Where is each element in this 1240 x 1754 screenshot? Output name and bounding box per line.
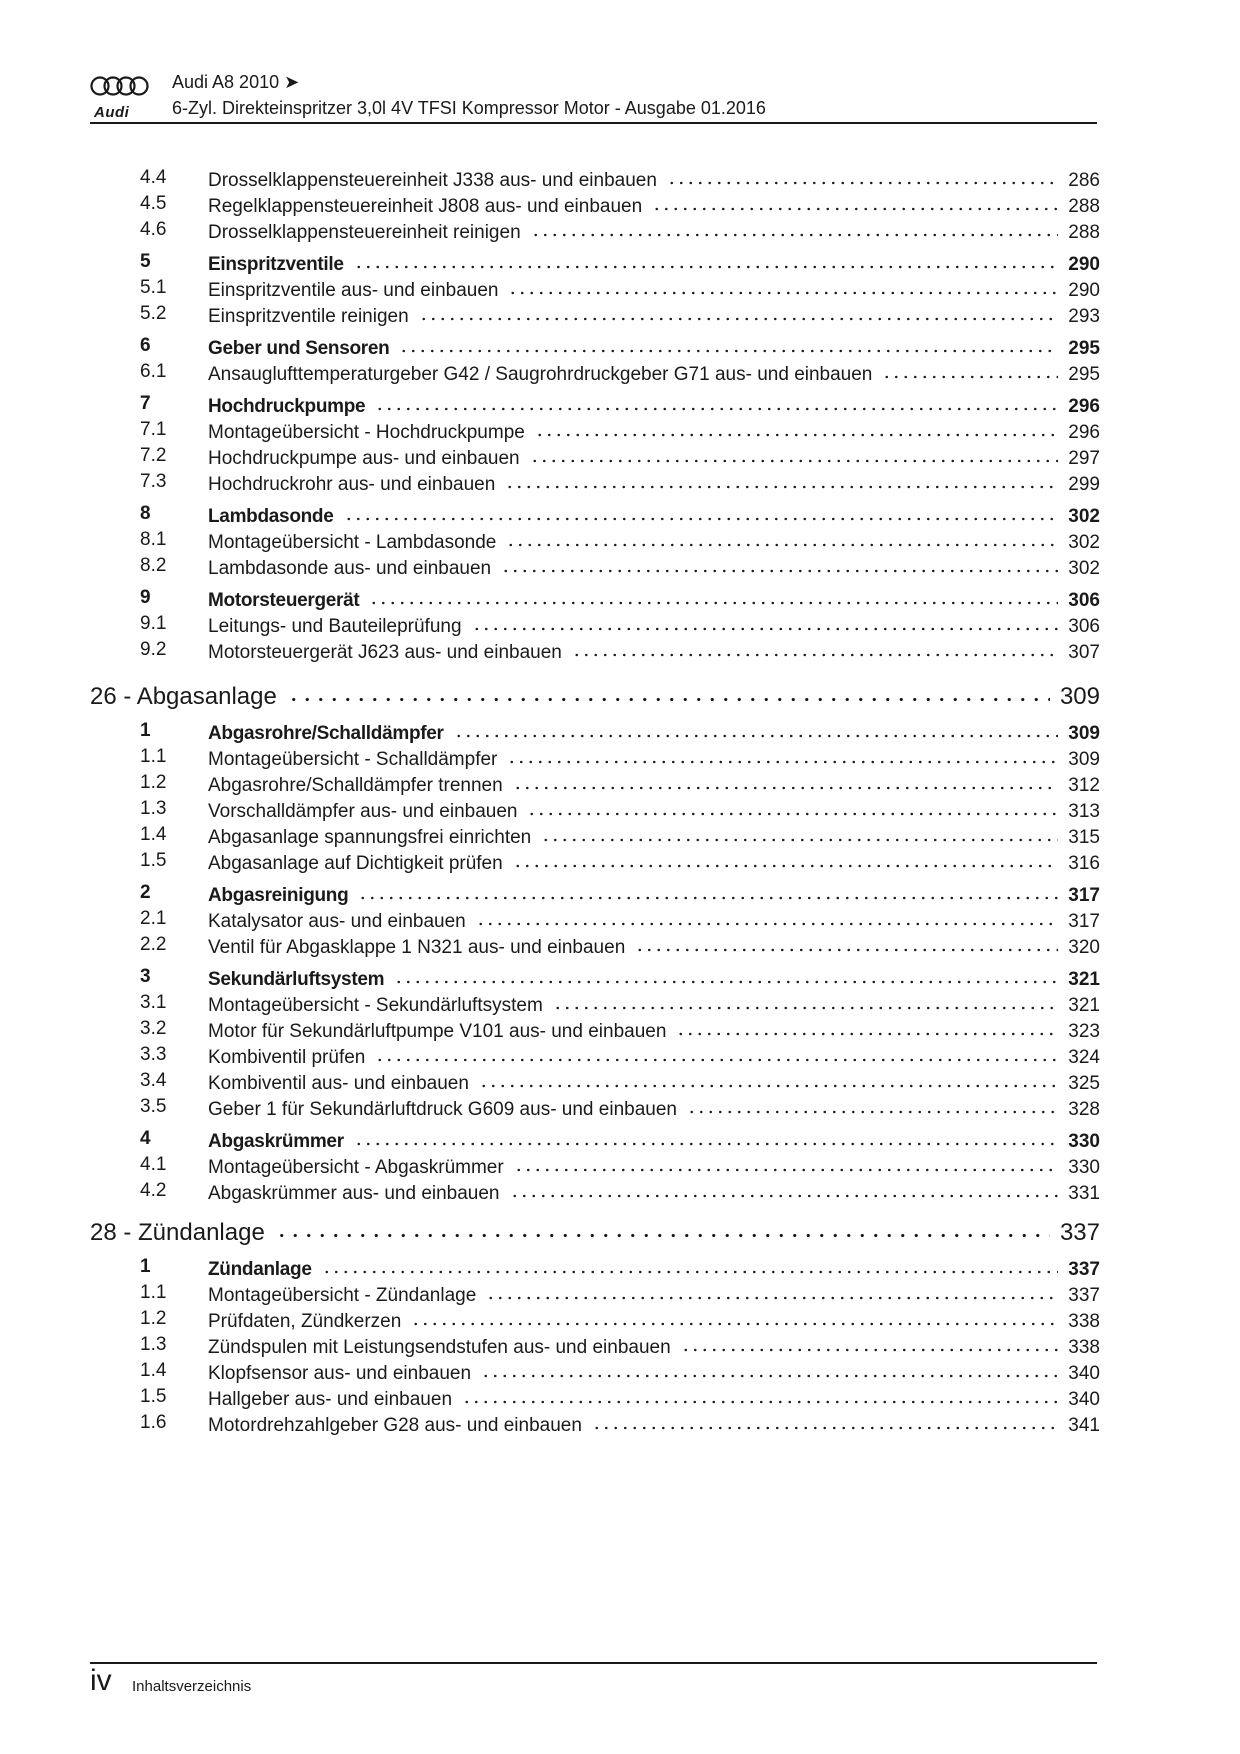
toc-entry-row[interactable] — [0, 167, 1240, 193]
toc-section-row[interactable] — [0, 882, 1240, 908]
toc-page-number: 330 — [1068, 1131, 1100, 1152]
toc-label: Katalysator aus- und einbauen — [208, 911, 466, 932]
toc-page-number: 317 — [1068, 911, 1100, 932]
toc-label: Einspritzventile aus- und einbauen — [208, 280, 499, 301]
toc-leader-dots — [508, 277, 1058, 296]
toc-label: Geber 1 für Sekundärluftdruck G609 aus- und einbauen — [208, 1099, 677, 1120]
toc-number: 8.2 — [140, 555, 167, 576]
logo-text: Audi — [94, 104, 130, 121]
toc-entry-row[interactable] — [0, 529, 1240, 555]
toc-entry-row[interactable] — [0, 613, 1240, 639]
toc-page-number: 328 — [1068, 1099, 1100, 1120]
toc-label: Motorsteuergerät — [208, 590, 360, 611]
toc-number: 4 — [140, 1128, 151, 1149]
toc-label: Motor für Sekundärluftpumpe V101 aus- und einbauen — [208, 1021, 667, 1042]
toc-entry-row[interactable] — [0, 303, 1240, 329]
toc-label: Leitungs- und Bauteileprüfung — [208, 616, 462, 637]
header-subtitle: 6-Zyl. Direkteinspritzer 3,0l 4V TFSI Kompressor Motor - Ausgabe 01.2016 — [172, 98, 766, 118]
toc-page-number: 288 — [1068, 222, 1100, 243]
toc-page-number: 295 — [1068, 364, 1100, 385]
toc-label: Montageübersicht - Schalldämpfer — [208, 749, 498, 770]
toc-number: 4.4 — [140, 167, 167, 188]
toc-number: 1 — [140, 1256, 151, 1277]
toc-page-number: 309 — [1068, 749, 1100, 770]
toc-page-number: 309 — [1059, 683, 1100, 710]
toc-label: Kombiventil aus- und einbauen — [208, 1073, 469, 1094]
toc-number: 4.1 — [140, 1154, 167, 1175]
toc-label: Sekundärluftsystem — [208, 969, 385, 990]
toc-entry-row[interactable] — [0, 219, 1240, 245]
toc-section-row[interactable] — [0, 393, 1240, 419]
toc-chapter-row[interactable] — [0, 1216, 1240, 1246]
toc-label: Klopfsensor aus- und einbauen — [208, 1363, 472, 1384]
toc-label: Abgasanlage auf Dichtigkeit prüfen — [208, 853, 503, 874]
toc-number: 3 — [140, 966, 151, 987]
toc-label: Abgasanlage spannungsfrei einrichten — [208, 827, 532, 848]
toc-entry-row[interactable] — [0, 1018, 1240, 1044]
toc-number: 1.3 — [140, 798, 167, 819]
toc-leader-dots — [375, 1044, 1058, 1063]
toc-leader-dots — [486, 1282, 1058, 1301]
toc-page-number: 297 — [1068, 448, 1100, 469]
toc-label: Hallgeber aus- und einbauen — [208, 1389, 453, 1410]
footer-divider — [90, 1662, 1097, 1664]
toc-page-number: 324 — [1068, 1047, 1100, 1068]
toc-number: 2.1 — [140, 908, 167, 929]
toc-page-number: 307 — [1068, 642, 1100, 663]
toc-entry-row[interactable] — [0, 1308, 1240, 1334]
toc-entry-row[interactable] — [0, 1180, 1240, 1206]
toc-number: 2.2 — [140, 934, 167, 955]
toc-number: 1.2 — [140, 772, 167, 793]
page-header — [90, 70, 1097, 126]
toc-leader-dots — [541, 824, 1058, 843]
toc-entry-row[interactable] — [0, 1360, 1240, 1386]
toc-label: Montageübersicht - Abgaskrümmer — [208, 1157, 504, 1178]
toc-section-row[interactable] — [0, 251, 1240, 277]
toc-leader-dots — [501, 555, 1058, 574]
toc-page-number: 316 — [1068, 853, 1100, 874]
toc-leader-dots — [507, 746, 1058, 765]
toc-page-number: 325 — [1068, 1073, 1100, 1094]
toc-number: 1.2 — [140, 1308, 167, 1329]
toc-label: Lambdasonde — [208, 506, 334, 527]
toc-leader-dots — [513, 850, 1059, 869]
toc-entry-row[interactable] — [0, 361, 1240, 387]
toc-leader-dots — [472, 613, 1059, 632]
toc-leader-dots — [667, 167, 1058, 186]
toc-entry-row[interactable] — [0, 1070, 1240, 1096]
toc-entry-row[interactable] — [0, 1282, 1240, 1308]
toc-leader-dots — [287, 680, 1050, 704]
toc-leader-dots — [527, 798, 1058, 817]
toc-page-number: 338 — [1068, 1311, 1100, 1332]
toc-page-number: 306 — [1068, 616, 1100, 637]
toc-leader-dots — [572, 639, 1058, 658]
toc-leader-dots — [635, 934, 1058, 953]
toc-section-row[interactable] — [0, 335, 1240, 361]
toc-leader-dots — [510, 1180, 1059, 1199]
toc-label: Ventil für Abgasklappe 1 N321 aus- und einbauen — [208, 937, 626, 958]
toc-leader-dots — [454, 720, 1059, 739]
toc-page-number: 340 — [1068, 1389, 1100, 1410]
toc-page-number: 296 — [1068, 422, 1100, 443]
toc-label: Drosselklappensteuereinheit J338 aus- und einbauen — [208, 170, 657, 191]
toc-entry-row[interactable] — [0, 798, 1240, 824]
header-divider — [90, 122, 1097, 124]
toc-leader-dots — [530, 445, 1059, 464]
toc-label: Geber und Sensoren — [208, 338, 390, 359]
toc-number: 2 — [140, 882, 151, 903]
toc-leader-dots — [476, 908, 1059, 927]
toc-label: Einspritzventile — [208, 254, 344, 275]
toc-page-number: 306 — [1068, 590, 1100, 611]
toc-label: Zündanlage — [208, 1259, 312, 1280]
toc-label: Montageübersicht - Zündanlage — [208, 1285, 477, 1306]
toc-leader-dots — [676, 1018, 1058, 1037]
toc-leader-dots — [882, 361, 1058, 380]
toc-leader-dots — [419, 303, 1059, 322]
toc-entry-row[interactable] — [0, 193, 1240, 219]
toc-label: Motordrehzahlgeber G28 aus- und einbauen — [208, 1415, 582, 1436]
toc-number: 4.2 — [140, 1180, 167, 1201]
toc-page-number: 321 — [1068, 969, 1100, 990]
toc-entry-row[interactable] — [0, 419, 1240, 445]
toc-page-number: 288 — [1068, 196, 1100, 217]
toc-label: Vorschalldämpfer aus- und einbauen — [208, 801, 518, 822]
toc-leader-dots — [462, 1386, 1058, 1405]
toc-entry-row[interactable] — [0, 1096, 1240, 1122]
toc-entry-row[interactable] — [0, 1386, 1240, 1412]
toc-leader-dots — [358, 882, 1058, 901]
toc-entry-row[interactable] — [0, 772, 1240, 798]
toc-entry-row[interactable] — [0, 824, 1240, 850]
toc-page-number: 315 — [1068, 827, 1100, 848]
audi-logo — [90, 72, 150, 120]
toc-leader-dots — [481, 1360, 1058, 1379]
toc-section-row[interactable] — [0, 503, 1240, 529]
toc-page-number: 337 — [1059, 1219, 1100, 1246]
toc-number: 9 — [140, 587, 151, 608]
toc-number: 1.6 — [140, 1412, 167, 1433]
toc-label: Zündspulen mit Leistungsendstufen aus- und einbauen — [208, 1337, 671, 1358]
toc-page-number: 290 — [1068, 280, 1100, 301]
toc-entry-row[interactable] — [0, 445, 1240, 471]
audi-rings-icon — [90, 72, 150, 102]
toc-page-number: 302 — [1068, 532, 1100, 553]
toc-label: Einspritzventile reinigen — [208, 306, 409, 327]
toc-label: Drosselklappensteuereinheit reinigen — [208, 222, 521, 243]
toc-section-row[interactable] — [0, 587, 1240, 613]
toc-number: 9.2 — [140, 639, 167, 660]
toc-page-number: 338 — [1068, 1337, 1100, 1358]
toc-page-number: 302 — [1068, 506, 1100, 527]
toc-number: 3.1 — [140, 992, 167, 1013]
toc-entry-row[interactable] — [0, 1412, 1240, 1438]
toc-entry-row[interactable] — [0, 471, 1240, 497]
toc-label: Montageübersicht - Hochdruckpumpe — [208, 422, 525, 443]
toc-number: 1.4 — [140, 1360, 167, 1381]
toc-leader-dots — [514, 1154, 1059, 1173]
toc-section-row[interactable] — [0, 1256, 1240, 1282]
footer-page-number: iv — [90, 1664, 112, 1697]
toc-number: 1.4 — [140, 824, 167, 845]
toc-leader-dots — [652, 193, 1058, 212]
toc-label: Montageübersicht - Lambdasonde — [208, 532, 497, 553]
toc-leader-dots — [354, 251, 1059, 270]
toc-entry-row[interactable] — [0, 1044, 1240, 1070]
toc-leader-dots — [535, 419, 1058, 438]
toc-number: 6.1 — [140, 361, 167, 382]
toc-leader-dots — [275, 1216, 1050, 1240]
toc-page-number: 320 — [1068, 937, 1100, 958]
toc-number: 4.6 — [140, 219, 167, 240]
toc-leader-dots — [394, 966, 1058, 985]
toc-page-number: 290 — [1068, 254, 1100, 275]
toc-leader-dots — [411, 1308, 1058, 1327]
toc-leader-dots — [354, 1128, 1059, 1147]
toc-number: 4.5 — [140, 193, 167, 214]
toc-number: 3.5 — [140, 1096, 167, 1117]
toc-page-number: 337 — [1068, 1285, 1100, 1306]
toc-label: Abgaskrümmer aus- und einbauen — [208, 1183, 500, 1204]
toc-label: 28 - Zündanlage — [90, 1219, 265, 1246]
toc-entry-row[interactable] — [0, 934, 1240, 960]
toc-page-number: 317 — [1068, 885, 1100, 906]
toc-entry-row[interactable] — [0, 1334, 1240, 1360]
toc-entry-row[interactable] — [0, 992, 1240, 1018]
toc-number: 1 — [140, 720, 151, 741]
toc-page-number: 323 — [1068, 1021, 1100, 1042]
toc-page-number: 330 — [1068, 1157, 1100, 1178]
toc-label: Hochdruckpumpe aus- und einbauen — [208, 448, 520, 469]
toc-number: 1.1 — [140, 1282, 167, 1303]
toc-section-row[interactable] — [0, 720, 1240, 746]
toc-number: 9.1 — [140, 613, 167, 634]
toc-page-number: 299 — [1068, 474, 1100, 495]
toc-number: 1.3 — [140, 1334, 167, 1355]
toc-page-number: 340 — [1068, 1363, 1100, 1384]
toc-page-number: 295 — [1068, 338, 1100, 359]
toc-label: Motorsteuergerät J623 aus- und einbauen — [208, 642, 562, 663]
toc-chapter-row[interactable] — [0, 680, 1240, 710]
toc-page-number: 296 — [1068, 396, 1100, 417]
toc-entry-row[interactable] — [0, 555, 1240, 581]
toc-label: Ansauglufttemperaturgeber G42 / Saugrohrdruckgeber G71 aus- und einbauen — [208, 364, 873, 385]
toc-number: 7 — [140, 393, 151, 414]
toc-leader-dots — [506, 529, 1058, 548]
footer-title: Inhaltsverzeichnis — [132, 1678, 252, 1695]
toc-section-row[interactable] — [0, 966, 1240, 992]
toc-number: 6 — [140, 335, 151, 356]
toc-label: Abgasreinigung — [208, 885, 349, 906]
toc-number: 1.5 — [140, 1386, 167, 1407]
toc-page-number: 341 — [1068, 1415, 1100, 1436]
toc-page-number: 293 — [1068, 306, 1100, 327]
toc-number: 8.1 — [140, 529, 167, 550]
toc-label: Regelklappensteuereinheit J808 aus- und einbauen — [208, 196, 643, 217]
header-model: Audi A8 2010 ➤ — [172, 72, 300, 92]
toc-number: 7.1 — [140, 419, 167, 440]
toc-number: 3.2 — [140, 1018, 167, 1039]
toc-label: Hochdruckpumpe — [208, 396, 366, 417]
toc-number: 3.4 — [140, 1070, 167, 1091]
toc-label: Montageübersicht - Sekundärluftsystem — [208, 995, 543, 1016]
toc-number: 8 — [140, 503, 151, 524]
toc-entry-row[interactable] — [0, 908, 1240, 934]
toc-entry-row[interactable] — [0, 639, 1240, 665]
toc-leader-dots — [687, 1096, 1058, 1115]
toc-leader-dots — [553, 992, 1059, 1011]
toc-page-number: 337 — [1068, 1259, 1100, 1280]
toc-leader-dots — [399, 335, 1058, 354]
toc-label: 26 - Abgasanlage — [90, 683, 277, 710]
toc-number: 5 — [140, 251, 151, 272]
toc-label: Prüfdaten, Zündkerzen — [208, 1311, 402, 1332]
toc-entry-row[interactable] — [0, 850, 1240, 876]
toc-section-row[interactable] — [0, 1128, 1240, 1154]
toc-label: Abgasrohre/Schalldämpfer trennen — [208, 775, 503, 796]
toc-number: 5.1 — [140, 277, 167, 298]
toc-entry-row[interactable] — [0, 746, 1240, 772]
toc-leader-dots — [505, 471, 1058, 490]
toc-entry-row[interactable] — [0, 1154, 1240, 1180]
toc-leader-dots — [344, 503, 1059, 522]
toc-label: Lambdasonde aus- und einbauen — [208, 558, 492, 579]
toc-leader-dots — [592, 1412, 1058, 1431]
toc-label: Abgasrohre/Schalldämpfer — [208, 723, 444, 744]
toc-page-number: 321 — [1068, 995, 1100, 1016]
toc-page-number: 309 — [1068, 723, 1100, 744]
toc-page-number: 331 — [1068, 1183, 1100, 1204]
toc-leader-dots — [369, 587, 1058, 606]
toc-number: 5.2 — [140, 303, 167, 324]
toc-leader-dots — [322, 1256, 1059, 1275]
toc-page-number: 312 — [1068, 775, 1100, 796]
toc-leader-dots — [479, 1070, 1058, 1089]
toc-leader-dots — [513, 772, 1059, 791]
toc-leader-dots — [375, 393, 1058, 412]
toc-number: 1.1 — [140, 746, 167, 767]
toc-number: 1.5 — [140, 850, 167, 871]
toc-label: Kombiventil prüfen — [208, 1047, 366, 1068]
toc-leader-dots — [531, 219, 1059, 238]
toc-entry-row[interactable] — [0, 277, 1240, 303]
toc-page-number: 313 — [1068, 801, 1100, 822]
toc-number: 7.3 — [140, 471, 167, 492]
toc-page-number: 302 — [1068, 558, 1100, 579]
toc-number: 3.3 — [140, 1044, 167, 1065]
toc-label: Abgaskrümmer — [208, 1131, 344, 1152]
toc-label: Hochdruckrohr aus- und einbauen — [208, 474, 496, 495]
toc-number: 7.2 — [140, 445, 167, 466]
toc-page-number: 286 — [1068, 170, 1100, 191]
toc-leader-dots — [681, 1334, 1059, 1353]
